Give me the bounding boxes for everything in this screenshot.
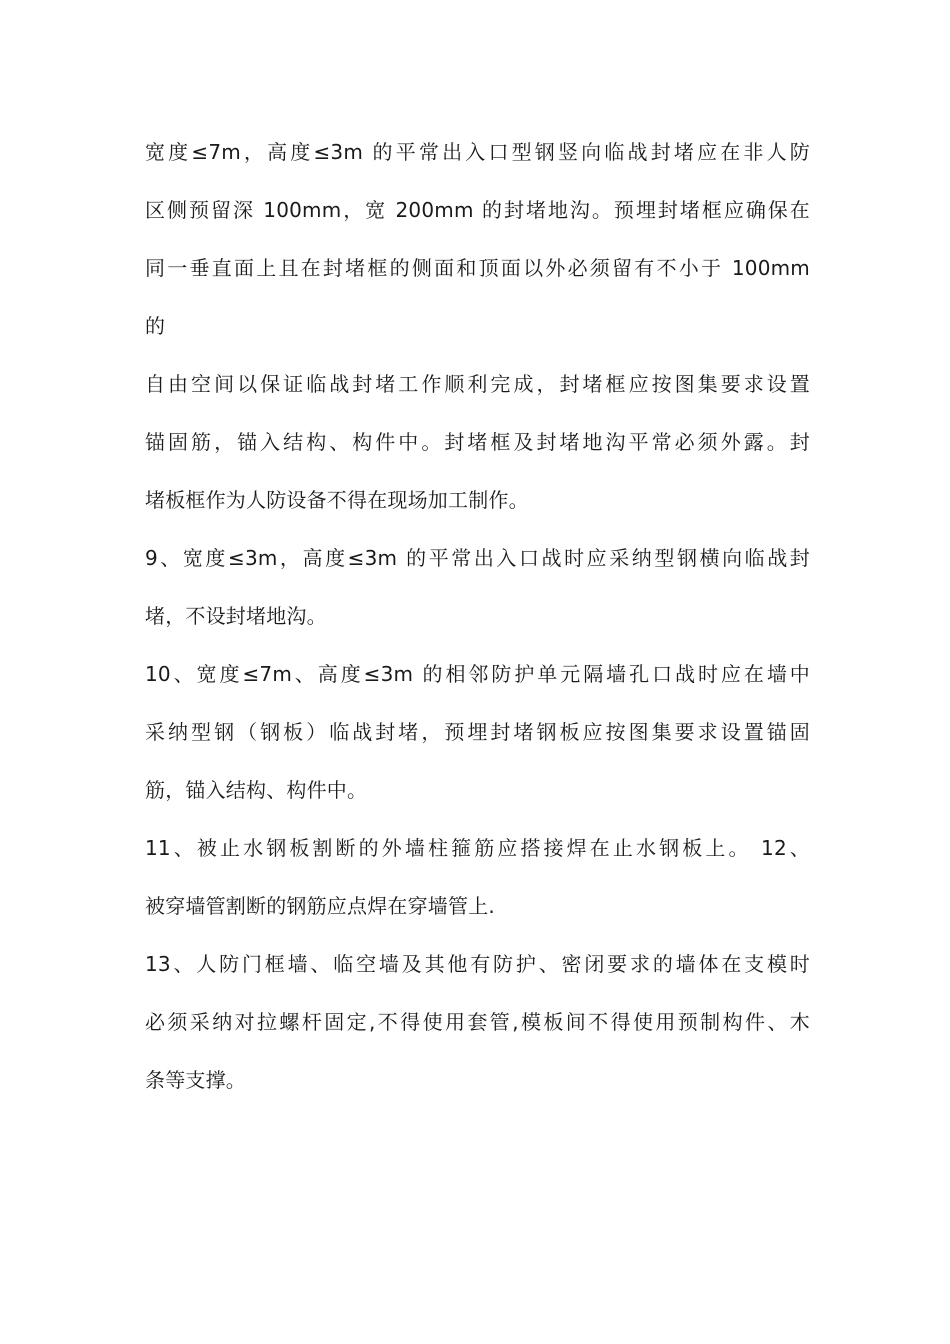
text-line: 同一垂直面上且在封堵框的侧面和顶面以外必须留有不小于 100mm bbox=[145, 256, 810, 280]
text-line: 堵板框作为人防设备不得在现场加工制作。 bbox=[145, 488, 529, 512]
text-line: 区侧预留深 100mm，宽 200mm 的封堵地沟。预埋封堵框应确保在 bbox=[145, 198, 810, 222]
paragraph-3 bbox=[145, 529, 810, 645]
paragraph-4 bbox=[145, 645, 810, 819]
text-line: 必须采纳对拉螺杆固定,不得使用套管,模板间不得使用预制构件、木 bbox=[145, 1010, 810, 1034]
text-line: 堵，不设封堵地沟。 bbox=[145, 604, 327, 628]
paragraph-2 bbox=[145, 355, 810, 529]
text-line: 11、被止水钢板割断的外墙柱箍筋应搭接焊在止水钢板上。 12、 bbox=[145, 836, 810, 860]
text-line: 被穿墙管割断的钢筋应点焊在穿墙管上. bbox=[145, 894, 495, 918]
text-line: 的 bbox=[145, 314, 166, 338]
text-line: 采纳型钢（钢板）临战封堵，预埋封堵钢板应按图集要求设置锚固 bbox=[145, 720, 810, 744]
text-line: 10、宽度≤7m、高度≤3m 的相邻防护单元隔墙孔口战时应在墙中 bbox=[145, 662, 810, 686]
text-line: 9、宽度≤3m，高度≤3m 的平常出入口战时应采纳型钢横向临战封 bbox=[145, 546, 810, 570]
text-line: 锚固筋，锚入结构、构件中。封堵框及封堵地沟平常必须外露。封 bbox=[145, 430, 810, 454]
paragraph-1 bbox=[145, 123, 810, 355]
text-line: 13、人防门框墙、临空墙及其他有防护、密闭要求的墙体在支模时 bbox=[145, 952, 810, 976]
text-line: 条等支撑。 bbox=[145, 1068, 246, 1092]
document-body bbox=[145, 123, 810, 1109]
paragraph-6 bbox=[145, 935, 810, 1109]
paragraph-5 bbox=[145, 819, 810, 935]
text-line: 筋，锚入结构、构件中。 bbox=[145, 778, 368, 802]
text-line: 宽度≤7m，高度≤3m 的平常出入口型钢竖向临战封堵应在非人防 bbox=[145, 140, 810, 164]
text-line: 自由空间以保证临战封堵工作顺利完成，封堵框应按图集要求设置 bbox=[145, 372, 810, 396]
